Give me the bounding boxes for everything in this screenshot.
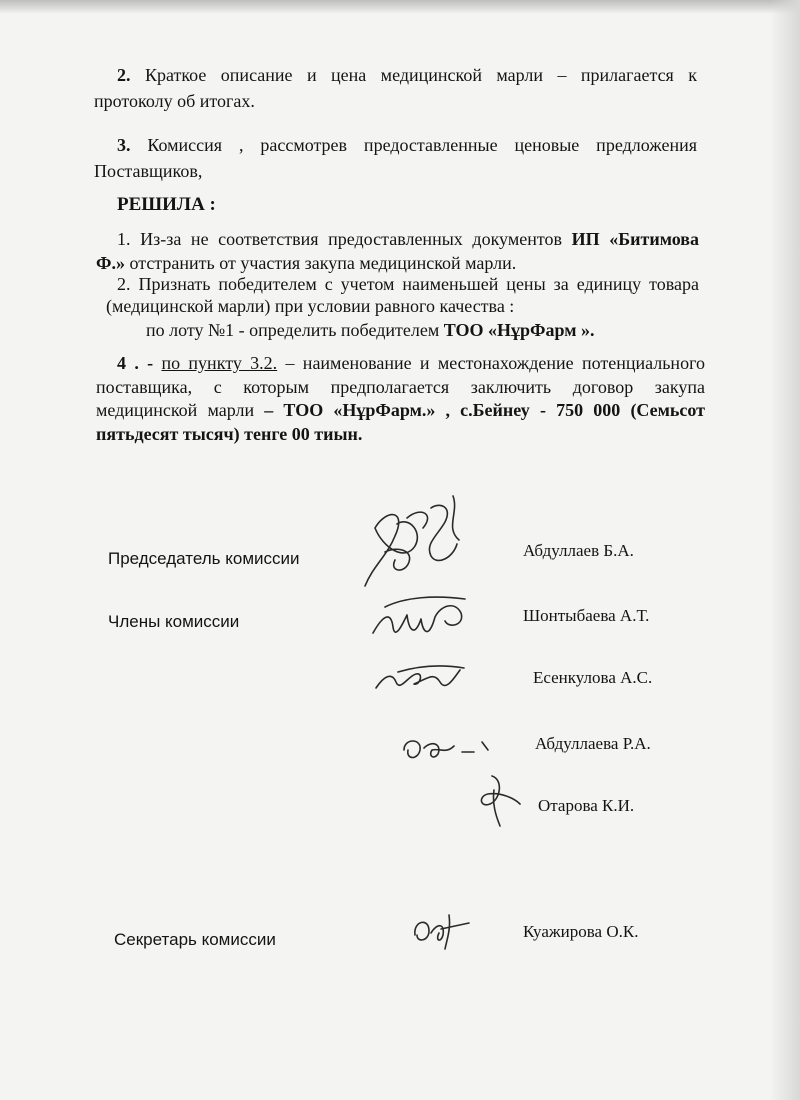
decision2-lot-text: по лоту №1 - определить победителем [146,320,440,340]
decision2-winner: ТОО «НұрФарм ». [443,320,595,340]
member-3-signature [398,728,498,768]
item3-text: Комиссия , рассмотрев предоставленные ценовые предложения [147,135,697,155]
decision1-text: 1. Из-за не соответствия предоставленных документов [117,229,562,249]
chairman-label: Председатель комиссии [108,549,300,568]
member-1-signature [365,585,480,655]
item4-number: 4 . - [117,353,154,373]
member-2-name: Есенкулова А.С. [533,668,653,687]
secretary-name: Куажирова О.К. [523,922,639,941]
secretary-label: Секретарь комиссии [114,930,276,949]
decision1-line1 [117,228,699,250]
item3-number: 3. [117,135,131,155]
item4-line4: пятьдесят тысяч) тенге 00 тиын. [96,424,363,444]
item4-line3-bold: – ТОО «НұрФарм.» , с.Бейнеу - 750 000 (Семьсот [264,400,706,420]
item4-line3-text: медицинской марли [96,400,255,420]
decision2-line1: 2. Признать победителем с учетом наименьшей цены за единицу товара [117,274,699,294]
decision1-line2 [96,252,516,274]
member-4-signature [470,770,530,830]
item3-line1 [117,134,697,156]
item4-line3 [96,399,705,421]
chairman-name: Абдуллаев Б.А. [523,541,634,560]
item2-line2: протоколу об итогах. [94,91,255,111]
item4-ref: по пункту 3.2. [161,353,278,373]
members-label: Члены комиссии [108,612,240,631]
item2-line1 [117,64,697,86]
item2-number: 2. [117,65,131,85]
item4-line2: поставщика, с которым предполагается заключить договор закупа [96,377,705,397]
member-2-signature [368,648,478,703]
scan-top-shadow [0,0,800,14]
decision1-text-end: отстранить от участия закупа медицинской марли. [129,253,517,273]
member-1-name: Шонтыбаева А.Т. [523,606,650,625]
member-4-name: Отарова К.И. [538,796,635,815]
item3-line2: Поставщиков, [94,161,203,181]
secretary-signature [405,905,480,955]
decision2-line2: (медицинской марли) при условии равного качества : [106,296,515,316]
decision1-entity-end: Ф.» [96,253,125,273]
item2-text: Краткое описание и цена медицинской марли – прилагается к [144,65,698,85]
resolved-heading: РЕШИЛА : [117,194,216,215]
scan-right-shadow [770,0,800,1100]
item4-text: – наименование и местонахождение потенциального [285,353,706,373]
item4-line1 [117,352,705,374]
member-3-name: Абдуллаева Р.А. [535,734,651,753]
decision2-line3 [146,319,594,341]
decision1-entity: ИП «Битимова [571,229,699,249]
